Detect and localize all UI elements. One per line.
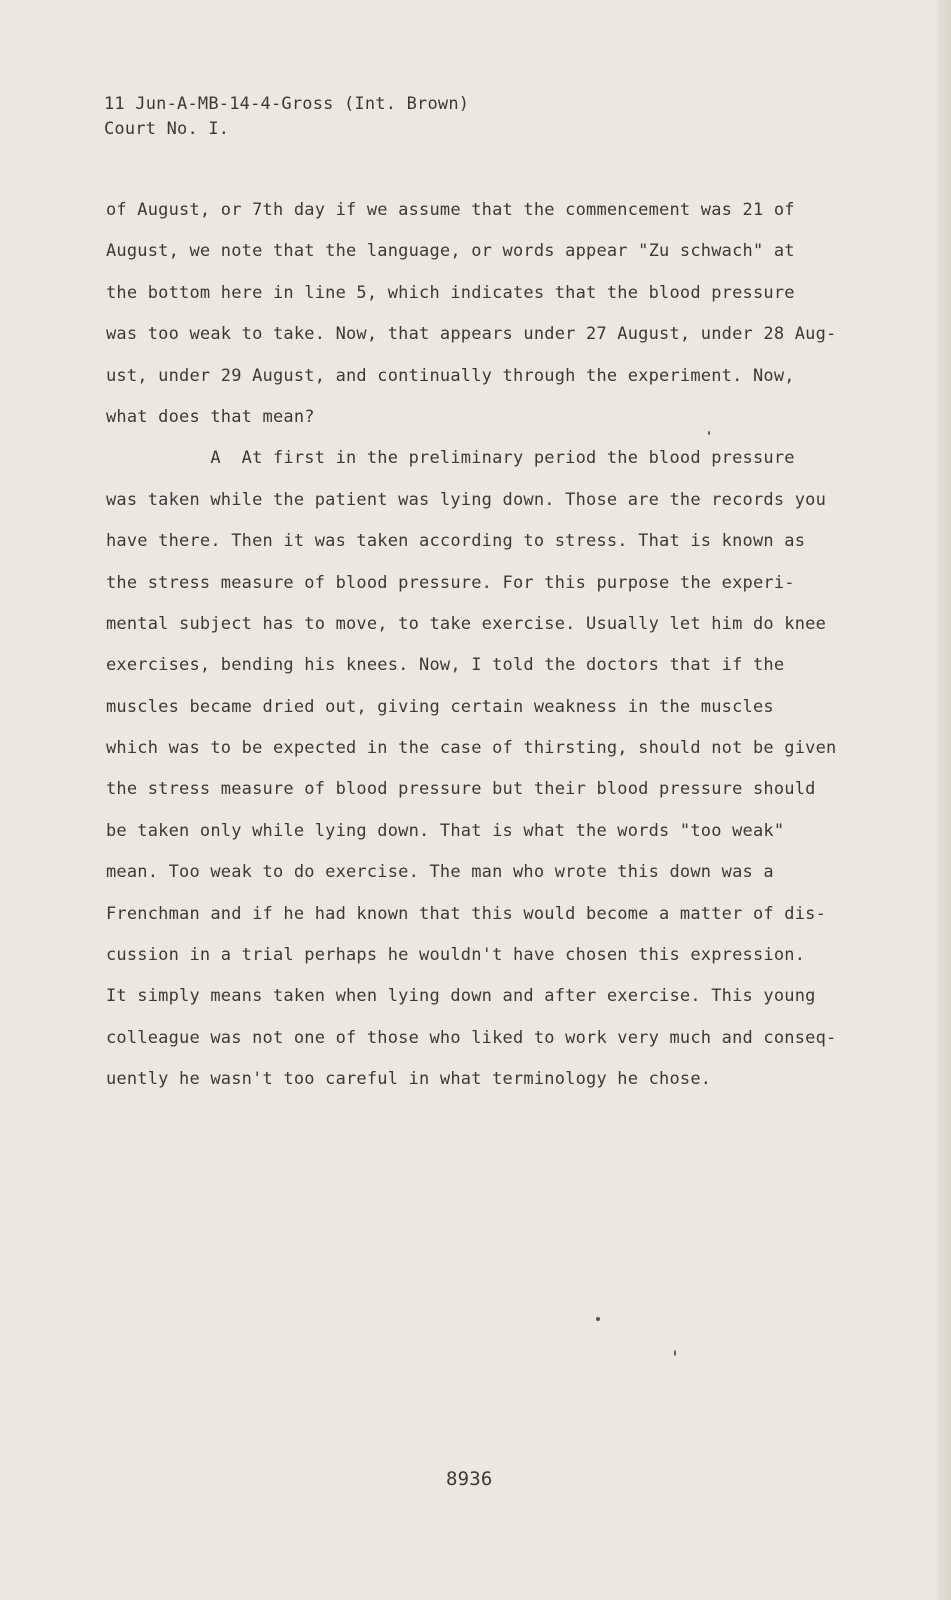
transcript-line: mean. Too weak to do exercise. The man who wrote this down was a bbox=[106, 862, 774, 883]
transcript-line: uently he wasn't too careful in what terminology he chose. bbox=[106, 1069, 712, 1090]
paper-speck bbox=[596, 1317, 600, 1321]
transcript-line: was too weak to take. Now, that appears under 27 August, under 28 Aug- bbox=[106, 324, 837, 345]
transcript-line: the stress measure of blood pressure but their blood pressure should bbox=[106, 779, 816, 800]
transcript-line: was taken while the patient was lying down. Those are the records you bbox=[106, 489, 827, 510]
transcript-line: the bottom here in line 5, which indicates that the blood pressure bbox=[106, 282, 795, 303]
transcript-line: what does that mean? bbox=[106, 406, 315, 427]
transcript-line: August, we note that the language, or words appear "Zu schwach" at bbox=[106, 241, 795, 262]
page-number: 8936 bbox=[446, 1468, 493, 1490]
header-reference-line: 11 Jun-A-MB-14-4-Gross (Int. Brown) bbox=[104, 94, 470, 114]
transcript-line: muscles became dried out, giving certain weakness in the muscles bbox=[106, 696, 774, 717]
header-court-line: Court No. I. bbox=[104, 119, 230, 139]
transcript-body bbox=[106, 190, 846, 1101]
document-header bbox=[104, 92, 469, 142]
transcript-line: have there. Then it was taken according to stress. That is known as bbox=[106, 531, 806, 552]
transcript-line: which was to be expected in the case of thirsting, should not be given bbox=[106, 738, 837, 759]
paper-speck bbox=[674, 1350, 676, 1356]
transcript-line: A At first in the preliminary period the blood pressure bbox=[106, 448, 795, 469]
transcript-line: be taken only while lying down. That is what the words "too weak" bbox=[106, 820, 785, 841]
transcript-line: exercises, bending his knees. Now, I told the doctors that if the bbox=[106, 655, 785, 676]
transcript-line: cussion in a trial perhaps he wouldn't have chosen this expression. bbox=[106, 945, 806, 966]
transcript-line: the stress measure of blood pressure. For this purpose the experi- bbox=[106, 572, 795, 593]
page-edge-shadow bbox=[937, 0, 951, 1600]
transcript-line: colleague was not one of those who liked to work very much and conseq- bbox=[106, 1027, 837, 1048]
transcript-line: It simply means taken when lying down and after exercise. This young bbox=[106, 986, 816, 1007]
transcript-line: of August, or 7th day if we assume that the commencement was 21 of bbox=[106, 200, 795, 220]
transcript-line: Frenchman and if he had known that this would become a matter of dis- bbox=[106, 903, 827, 924]
transcript-line: mental subject has to move, to take exercise. Usually let him do knee bbox=[106, 613, 827, 634]
paper-speck bbox=[708, 431, 710, 435]
transcript-line: ust, under 29 August, and continually through the experiment. Now, bbox=[106, 365, 795, 386]
